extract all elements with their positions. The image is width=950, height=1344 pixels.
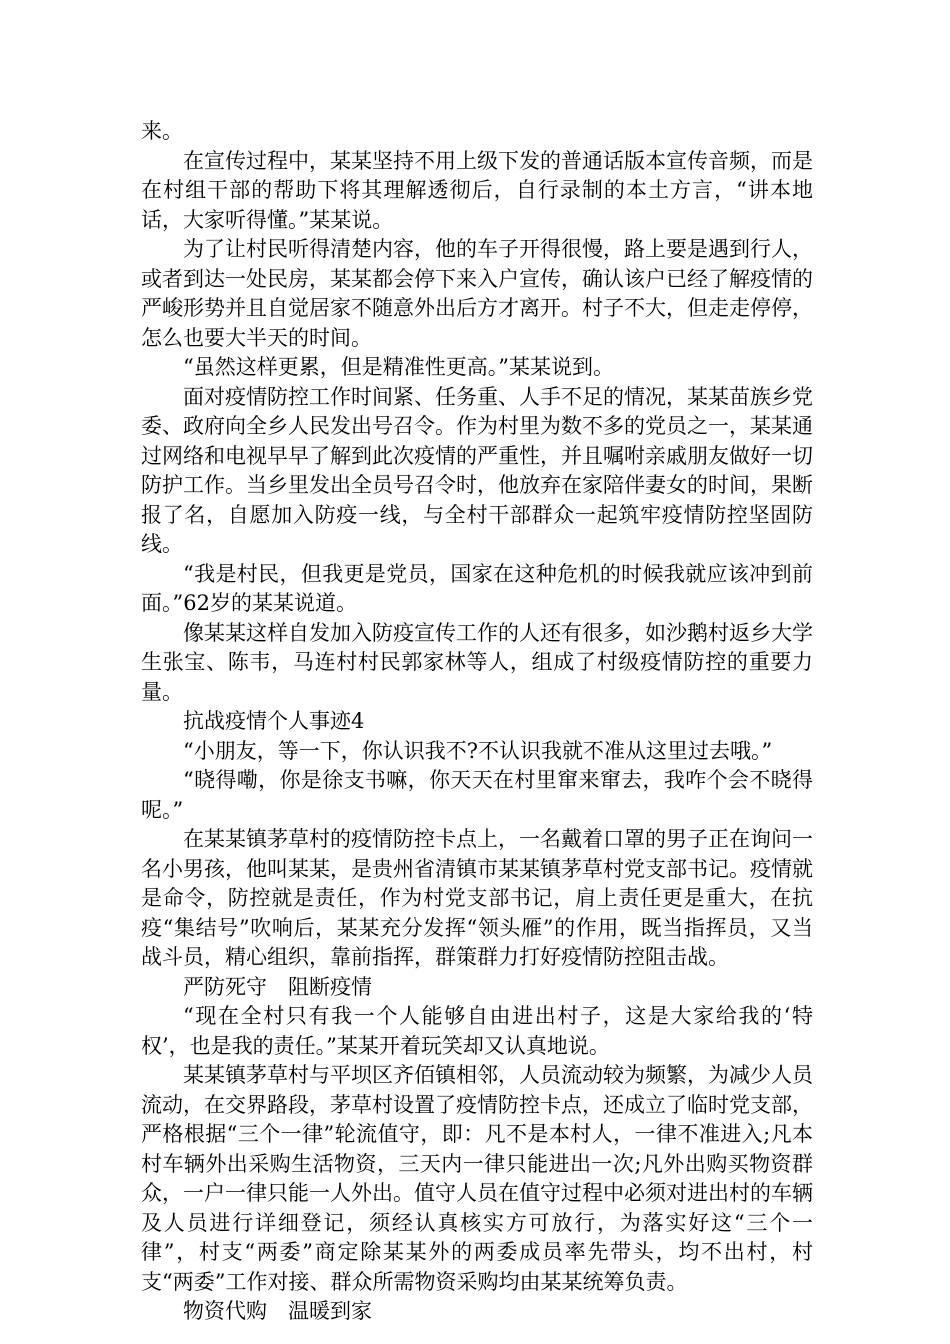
- paragraph: 为了让村民听得清楚内容，他的车子开得很慢，路上要是遇到行人，或者到达一处民房，某某都会停下来入户宣传，确认该户已经了解疫情的严峻形势并且自觉居家不随意外出后方才离开。村子不大，但走走停停，怎么也要大半天的时间。: [141, 237, 813, 350]
- paragraph: “我是村民，但我更是党员，国家在这种危机的时候我就应该冲到前面。”62岁的某某说道。: [141, 561, 813, 615]
- paragraph: “晓得嘞，你是徐支书嘛，你天天在村里窜来窜去，我咋个会不晓得呢。”: [141, 768, 813, 822]
- paragraph: 在宣传过程中，某某坚持不用上级下发的普通话版本宣传音频，而是在村组干部的帮助下将其理解透彻后，自行录制的本土方言，“讲本地话，大家听得懂。”某某说。: [141, 148, 813, 232]
- paragraph: 在某某镇茅草村的疫情防控卡点上，一名戴着口罩的男子正在询问一名小男孩，他叫某某，是贵州省清镇市某某镇茅草村党支部书记。疫情就是命令，防控就是责任，作为村党支部书记，肩上责任更是重大，在抗疫“集结号”吹响后，某某充分发挥“领头雁”的作用，既当指挥员，又当战斗员，精心组织，靠前指挥，群策群力打好疫情防控阻击战。: [141, 827, 813, 969]
- paragraph: “虽然这样更累，但是精准性更高。”某某说到。: [183, 355, 614, 379]
- paragraph: 面对疫情防控工作时间紧、任务重、人手不足的情况，某某苗族乡党委、政府向全乡人民发出号召令。作为村里为数不多的党员之一，某某通过网络和电视早早了解到此次疫情的严重性，并且嘱咐亲戚朋友做好一切防护工作。当乡里发出全员号召令时，他放弃在家陪伴妻女的时间，果断报了名，自愿加入防疫一线，与全村干部群众一起筑牢疫情防控坚固防线。: [141, 384, 813, 556]
- paragraph: “小朋友，等一下，你认识我不?不认识我就不准从这里过去哦。”: [183, 738, 773, 763]
- paragraph: 来。: [141, 119, 183, 143]
- paragraph: 像某某这样自发加入防疫宣传工作的人还有很多，如沙鹅村返乡大学生张宝、陈韦，马连村村民郭家林等人，组成了村级疫情防控的重要力量。: [141, 620, 813, 704]
- document-body: [141, 117, 813, 1327]
- section-heading: 抗战疫情个人事迹4: [183, 709, 365, 733]
- section-heading: 物资代购 温暖到家: [183, 1299, 372, 1323]
- section-heading: 严防死守 阻断疫情: [183, 974, 372, 999]
- paragraph: 某某镇茅草村与平坝区齐佰镇相邻，人员流动较为频繁，为减少人员流动，在交界路段，茅草村设置了疫情防控卡点，还成立了临时党支部，严格根据“三个一律”轮流值守，即：凡不是本村人，一律不准进入;凡本村车辆外出采购生活物资，三天内一律只能进出一次;凡外出购买物资群众，一户一律只能一人外出。值守人员在值守过程中必须对进出村的车辆及人员进行详细登记，须经认真核实方可放行，为落实好这“三个一律”，村支“两委”商定除某某外的两委成员率先带头，均不出村，村支“两委”工作对接、群众所需物资采购均由某某统筹负责。: [141, 1063, 813, 1294]
- paragraph: “现在全村只有我一个人能够自由进出村子，这是大家给我的‘特权’，也是我的责任。”某某开着玩笑却又认真地说。: [141, 1004, 813, 1058]
